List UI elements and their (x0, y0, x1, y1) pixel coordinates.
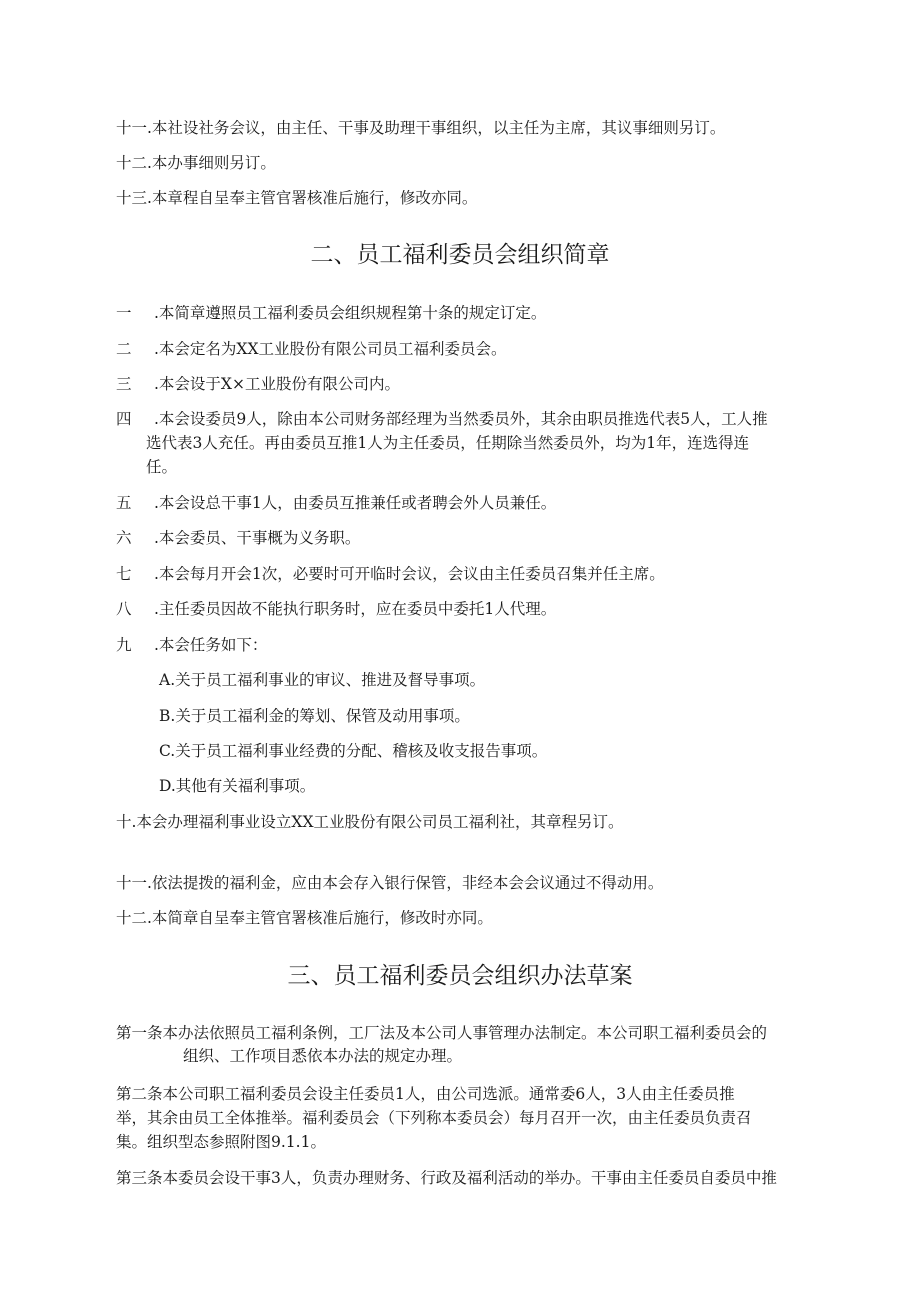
section-2-title: 二、员工福利委员会组织简章 (310, 242, 610, 268)
item-text: .本会每月开会1次，必要时可开临时会议，会议由主任委员召集并任主席。 (154, 565, 665, 583)
s3-article-2: 第二条本公司职工福利委员会设主任委员1人，由公司选派。通常委6人，3人由主任委员推 (116, 1085, 735, 1103)
task-a: A.关于员工福利事业的审议、推进及督导事项。 (159, 671, 486, 689)
s1-item-11: 十一.本社设社务会议，由主任、干事及助理干事组织，以主任为主席，其议事细则另订。 (116, 119, 726, 137)
s2-item-4 (116, 408, 768, 430)
item-number: 六 (116, 529, 132, 547)
s2-item-4-cont-2: 任。 (146, 458, 178, 476)
s3-article-2-cont-2: 集。组织型态参照附图9.1.1。 (116, 1133, 326, 1151)
item-text: .本会设委员9人，除由本公司财务部经理为当然委员外，其余由职员推选代表5人，工人推 (154, 410, 768, 428)
item-number: 五 (116, 494, 132, 512)
item-number: 一 (116, 304, 132, 322)
s2-item-1 (116, 302, 546, 324)
item-text: .本会委员、干事概为义务职。 (154, 529, 361, 547)
s1-item-13: 十三.本章程自呈奉主管官署核准后施行，修改亦同。 (116, 189, 478, 207)
s3-article-2-cont-1: 举，其余由员工全体推举。福利委员会（下列称本委员会）每月召开一次，由主任委员负责召 (116, 1109, 752, 1127)
task-d: D.其他有关福利事项。 (159, 777, 316, 795)
item-number: 二 (116, 340, 132, 358)
item-number: 九 (116, 636, 132, 654)
item-number: 八 (116, 600, 132, 618)
s2-item-2 (116, 338, 507, 360)
s3-article-1: 第一条本办法依照员工福利条例，工厂法及本公司人事管理办法制定。本公司职工福利委员会的 (116, 1024, 768, 1042)
item-text: .主任委员因故不能执行职务时，应在委员中委托1人代理。 (154, 600, 557, 618)
s3-article-1-cont: 组织、工作项目悉依本办法的规定办理。 (183, 1047, 463, 1065)
task-b: B.关于员工福利金的筹划、保管及动用事项。 (159, 707, 470, 725)
item-text: .本会定名为XX工业股份有限公司员工福利委员会。 (154, 340, 507, 358)
s2-item-3 (116, 373, 400, 395)
s2-item-12: 十二.本简章自呈奉主管官署核准后施行，修改时亦同。 (116, 909, 493, 927)
item-number: 四 (116, 410, 132, 428)
s2-item-7 (116, 563, 665, 585)
s2-item-6 (116, 527, 360, 549)
item-number: 三 (116, 375, 132, 393)
s2-item-10: 十.本会办理福利事业设立XX工业股份有限公司员工福利社，其章程另订。 (116, 813, 624, 831)
item-text: .本会任务如下： (154, 636, 268, 654)
item-text: .本简章遵照员工福利委员会组织规程第十条的规定订定。 (154, 304, 547, 322)
item-text: .本会设总干事1人，由委员互推兼任或者聘会外人员兼任。 (154, 494, 557, 512)
s2-item-5 (116, 492, 556, 514)
s2-item-11: 十一.依法提拨的福利金，应由本会存入银行保管，非经本会会议通过不得动用。 (116, 874, 664, 892)
s3-article-3: 第三条本委员会设干事3人，负责办理财务、行政及福利活动的举办。干事由主任委员自委员中推 (116, 1169, 777, 1187)
item-text: .本会设于X×工业股份有限公司内。 (154, 375, 400, 393)
task-c: C.关于员工福利事业经费的分配、稽核及收支报告事项。 (159, 742, 548, 760)
section-3-title: 三、员工福利委员会组织办法草案 (287, 963, 633, 989)
item-number: 七 (116, 565, 132, 583)
s2-item-9 (116, 634, 267, 656)
s2-item-4-cont-1: 选代表3人充任。再由委员互推1人为主任委员，任期除当然委员外，均为1年，连选得连 (146, 434, 750, 452)
s1-item-12: 十二.本办事细则另订。 (116, 154, 276, 172)
s2-item-8 (116, 598, 556, 620)
